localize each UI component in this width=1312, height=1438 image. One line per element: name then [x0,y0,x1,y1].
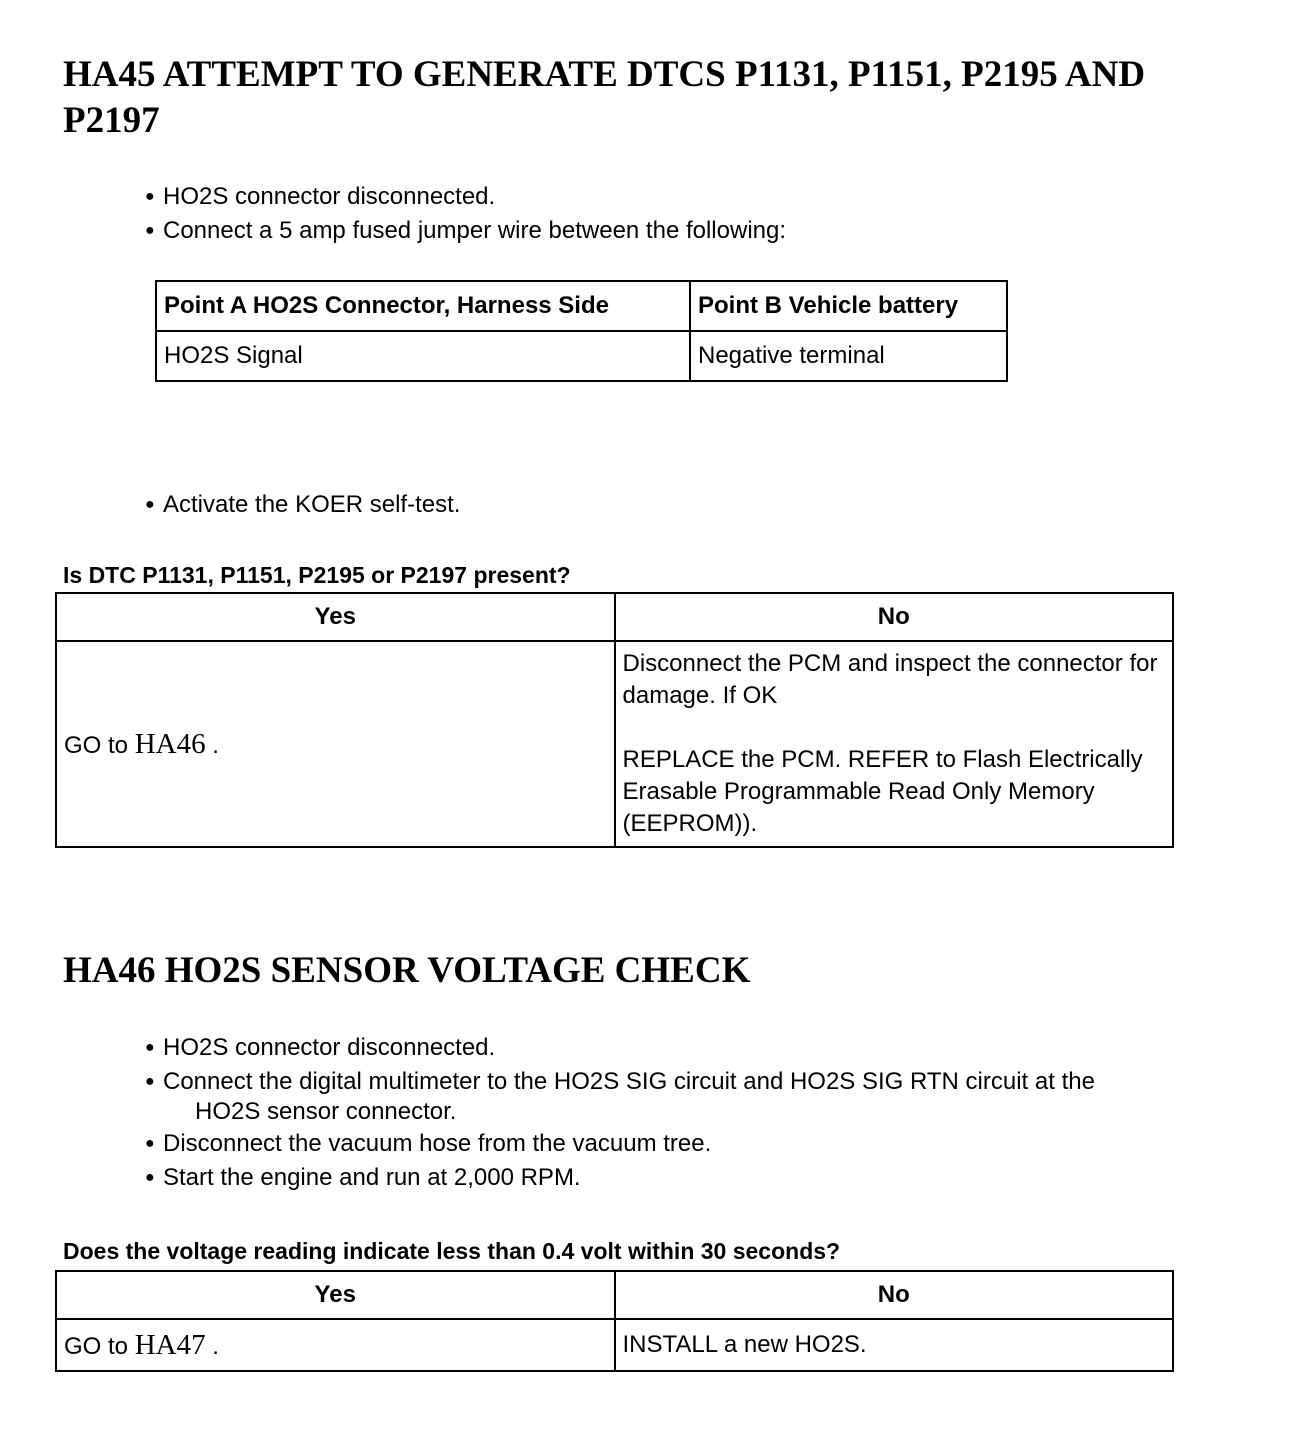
question: Is DTC P1131, P1151, P2195 or P2197 present? [63,562,571,588]
bullet-text: HO2S connector disconnected. [163,183,496,210]
list-item [145,214,786,248]
ha46-link[interactable]: HA46 [134,727,206,760]
yes-no-table [55,592,1174,848]
yes-header: Yes [56,1271,615,1319]
bullet-icon: ● [145,1169,155,1186]
yes-header: Yes [56,593,615,641]
bullet-list [145,488,460,522]
table-header-row [56,593,1173,641]
period: . [212,731,219,759]
yes-cell [56,641,615,847]
bullet-list [145,1031,1095,1195]
bullet-text: Connect a 5 amp fused jumper wire between the following: [163,217,787,244]
bullet-text: HO2S connector disconnected. [163,1034,496,1061]
list-item [145,1065,1095,1127]
table-row [56,641,1173,847]
table-header-row [156,281,1007,331]
bullet-icon: ● [145,496,155,513]
no-header: No [615,1271,1174,1319]
yes-text: GO to [64,731,129,759]
bullet-icon: ● [145,1073,155,1090]
no-cell: INSTALL a new HO2S. [615,1319,1174,1371]
table-row [56,1319,1173,1371]
ha47-link[interactable]: HA47 [134,1328,206,1361]
header-cell: Point A HO2S Connector, Harness Side [156,281,690,331]
no-cell [615,641,1174,847]
bullet-icon: ● [145,1135,155,1152]
bullet-list [145,180,786,248]
bullet-icon: ● [145,188,155,205]
bullet-text-cont: HO2S sensor connector. [195,1098,457,1125]
bullet-text: Disconnect the vacuum hose from the vacuum tree. [163,1130,712,1157]
title-line: HA45 ATTEMPT TO GENERATE DTCS P1131, P1151, P2195 AND [63,54,1146,95]
bullet-icon: ● [145,1039,155,1056]
table-header-row [56,1271,1173,1319]
bullet-text: Start the engine and run at 2,000 RPM. [163,1164,581,1191]
table-row [156,331,1007,381]
question: Does the voltage reading indicate less than 0.4 volt within 30 seconds? [63,1238,841,1264]
no-header: No [615,593,1174,641]
list-item [145,180,786,214]
section-title-ha46: HA46 HO2S SENSOR VOLTAGE CHECK [63,950,751,991]
no-text: Disconnect the PCM and inspect the connector for damage. If OK [622,650,1158,709]
table-cell: HO2S Signal [156,331,690,381]
title-line: P2197 [63,100,160,141]
yes-text: GO to [64,1332,129,1360]
list-item [145,1161,1095,1195]
list-item [145,488,460,522]
period: . [212,1332,219,1360]
section-title-ha45 [63,52,1145,144]
bullet-text: Connect the digital multimeter to the HO2S SIG circuit and HO2S SIG RTN circuit at the [163,1068,1095,1095]
header-cell: Point B Vehicle battery [690,281,1007,331]
no-text: REPLACE the PCM. REFER to Flash Electrically Erasable Programmable Read Only Memory (EEPROM)). [622,746,1143,837]
bullet-text: Activate the KOER self-test. [163,491,461,518]
yes-no-table [55,1270,1174,1372]
table-cell: Negative terminal [690,331,1007,381]
jumper-table [155,280,1008,382]
yes-cell [56,1319,615,1371]
list-item [145,1031,1095,1065]
list-item [145,1127,1095,1161]
bullet-icon: ● [145,222,155,239]
